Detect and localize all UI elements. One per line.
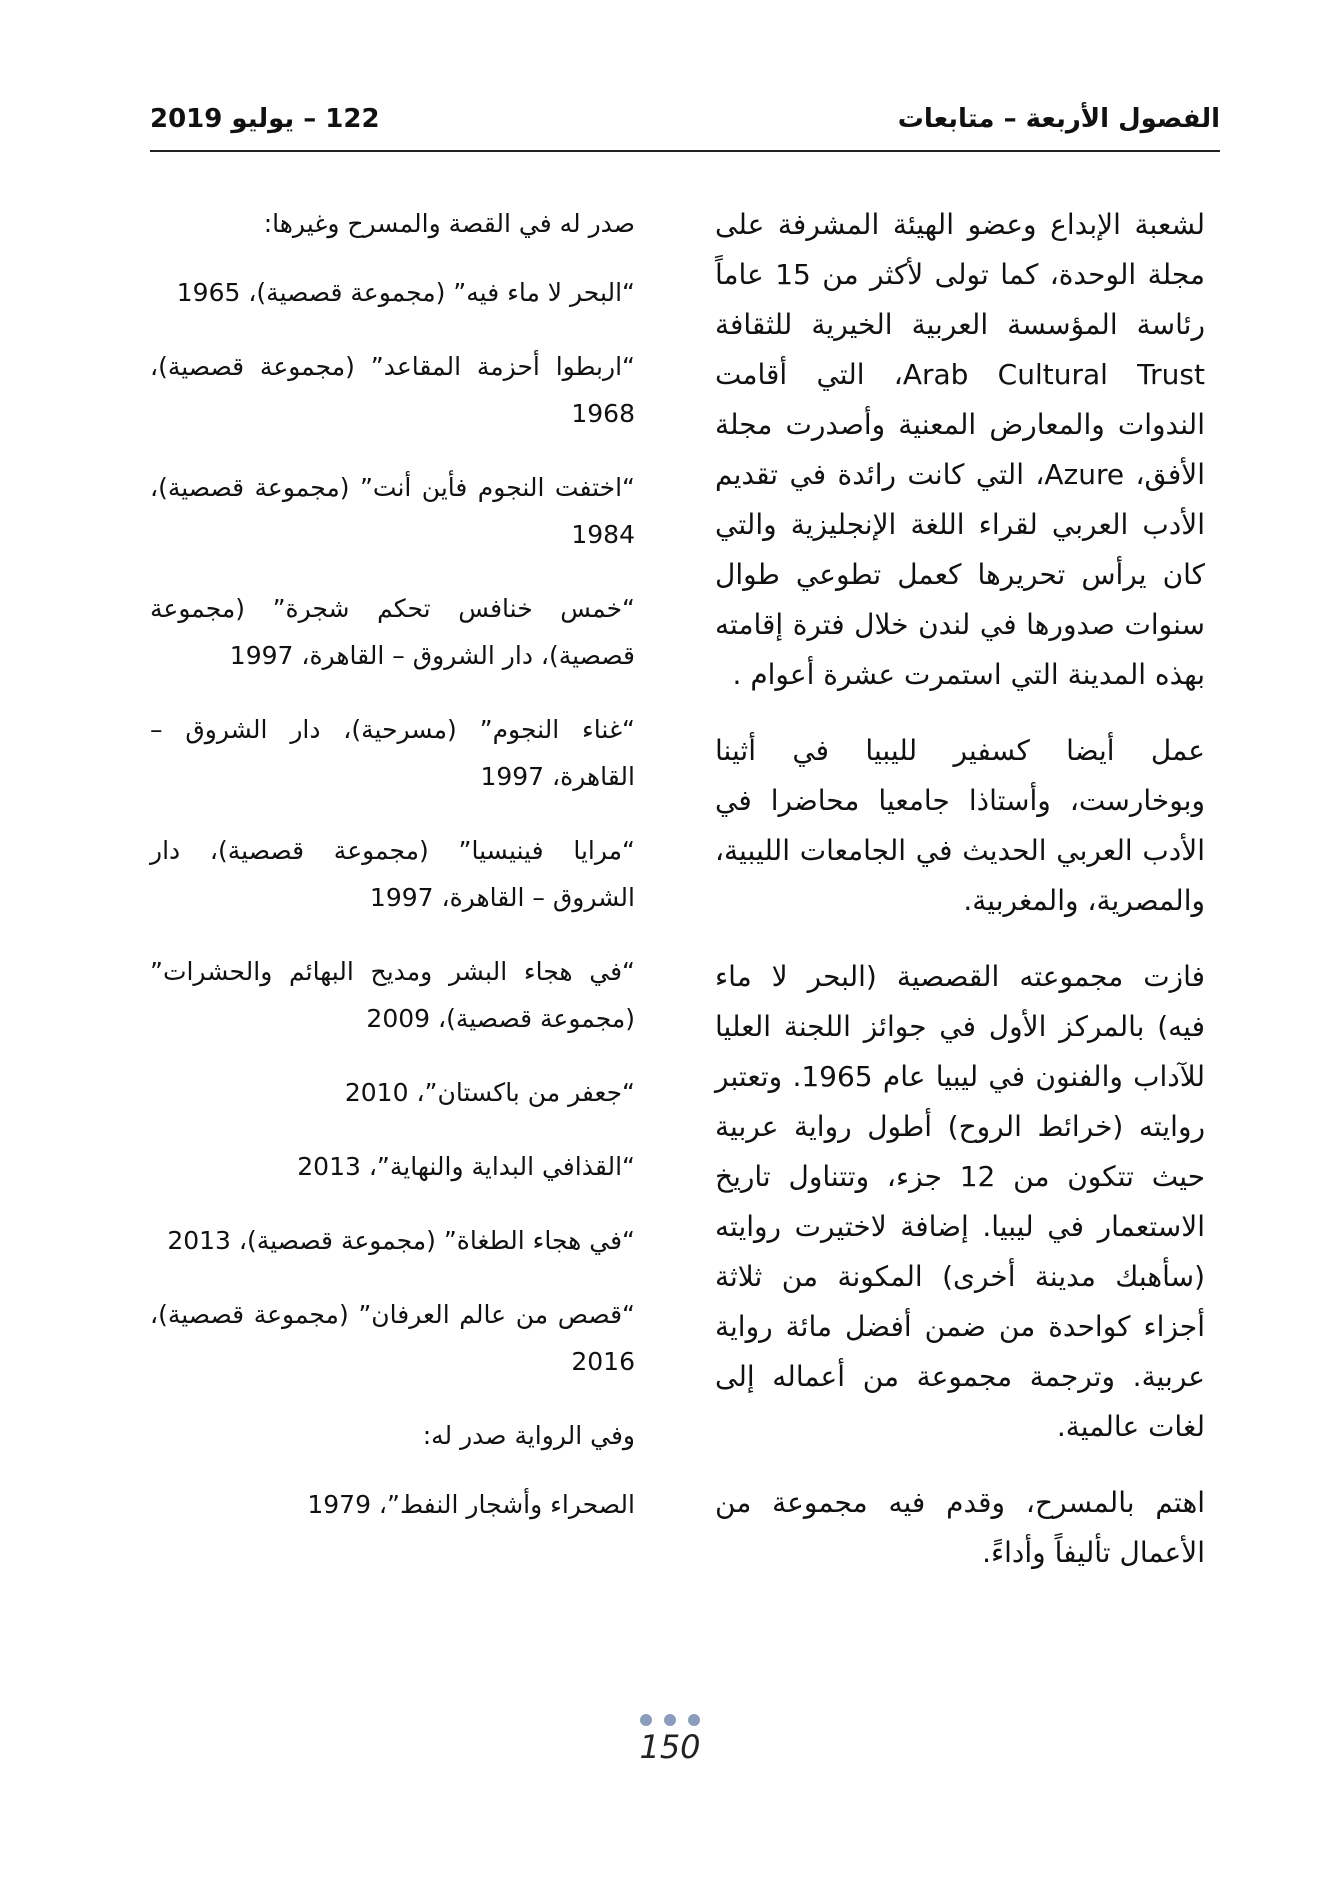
works-intro: صدر له في القصة والمسرح وغيرها: (263, 209, 635, 238)
work-item: “في هجاء الطغاة” (مجموعة قصصية)، 2013 (167, 1226, 635, 1255)
work-item: “جعفر من باكستان”، 2010 (344, 1078, 635, 1107)
journal-section-title: الفصول الأربعة – متابعات (897, 104, 1220, 134)
work-item: “غناء النجوم” (مسرحية)، دار الشروق – القاهرة، 1997 (150, 715, 635, 791)
work-item: “القذافي البداية والنهاية”، 2013 (297, 1152, 635, 1181)
dot-icon (688, 1714, 700, 1726)
left-column (150, 200, 635, 1555)
footer-dots-ornament (640, 1714, 700, 1728)
page-number: 150 (639, 1728, 701, 1766)
paragraph: فازت مجموعته القصصية (البحر لا ماء فيه) بالمركز الأول في جوائز اللجنة العليا للآداب والفنون في ليبيا عام 1965. وتعتبر روايته (خرائط الروح) أطول رواية عربية حيث تتكون من 12 جزء، وتتناول تاريخ الاستعمار في ليبيا. إضافة لاختيرت روايته (سأهبك مدينة أخرى) المكونة من ثلاثة أجزاء كواحدة من ضمن أفضل مائة رواية عربية. وترجمة مجموعة من أعماله إلى لغات عالمية. (715, 960, 1206, 1443)
dot-icon (640, 1714, 652, 1726)
work-item: “خمس خنافس تحكم شجرة” (مجموعة قصصية)، دار الشروق – القاهرة، 1997 (150, 594, 635, 670)
work-item: “قصص من عالم العرفان” (مجموعة قصصية)، 2016 (150, 1300, 635, 1376)
novel-item: الصحراء وأشجار النفط”، 1979 (307, 1490, 635, 1519)
novels-intro: وفي الرواية صدر له: (422, 1421, 635, 1450)
work-item: “اختفت النجوم فأين أنت” (مجموعة قصصية)، 1984 (150, 473, 635, 549)
work-item: “البحر لا ماء فيه” (مجموعة قصصية)، 1965 (176, 278, 635, 307)
paragraph: لشعبة الإبداع وعضو الهيئة المشرفة على مجلة الوحدة، كما تولى لأكثر من 15 عاماً رئاسة المؤسسة العربية الخيرية للثقافة Arab Cultural Trust، التي أقامت الندوات والمعارض المعنية وأصدرت مجلة الأفق، Azure، التي كانت رائدة في تقديم الأدب العربي لقراء اللغة الإنجليزية والتي كان يرأس تحريرها كعمل تطوعي طوال سنوات صدورها في لندن خلال فترة إقامته بهذه المدينة التي استمرت عشرة أعوام . (715, 208, 1206, 691)
work-item: “في هجاء البشر ومديح البهائم والحشرات” (مجموعة قصصية)، 2009 (150, 957, 635, 1033)
page-header (150, 100, 1220, 152)
dot-icon (664, 1714, 676, 1726)
paragraph: اهتم بالمسرح، وقدم فيه مجموعة من الأعمال تأليفاً وأداءً. (715, 1486, 1205, 1569)
issue-date: 122 – يوليو 2019 (150, 104, 380, 134)
paragraph: عمل أيضا كسفير لليبيا في أثينا وبوخارست، وأستاذا جامعيا محاضرا في الأدب العربي الحديث في الجامعات الليبية، والمصرية، والمغربية. (715, 734, 1205, 917)
work-item: “اربطوا أحزمة المقاعد” (مجموعة قصصية)، 1968 (150, 352, 635, 428)
right-column (715, 200, 1205, 1604)
work-item: “مرايا فينيسيا” (مجموعة قصصية)، دار الشروق – القاهرة، 1997 (150, 836, 635, 912)
